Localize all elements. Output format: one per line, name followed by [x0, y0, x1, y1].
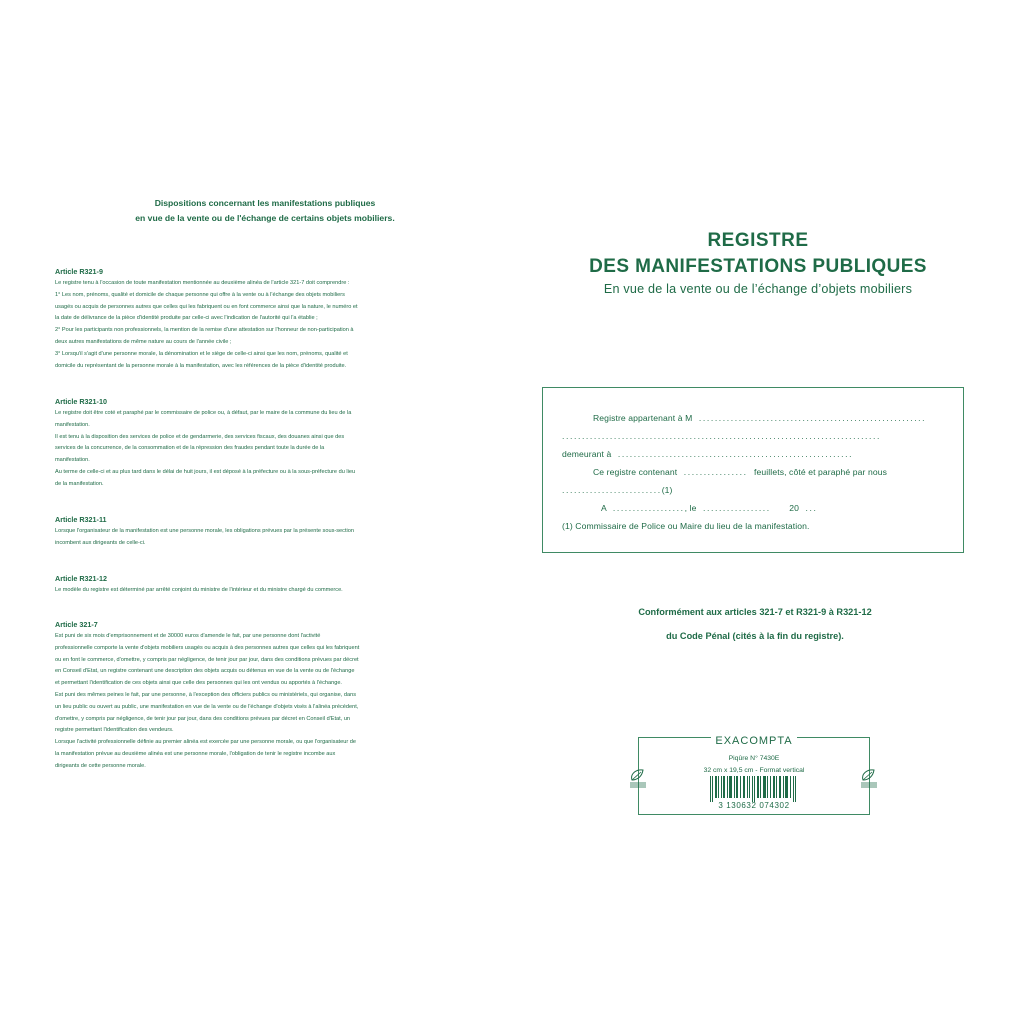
article-line: manifestation. — [55, 421, 90, 428]
article-line: la manifestation prévue au deuxième alinéa est une personne morale, l'obligation de tenir le registre incombe aux — [55, 750, 336, 757]
brand-name — [638, 731, 870, 749]
product-reference: Piqûre N° 7430E — [728, 755, 780, 762]
register-title-block — [548, 228, 968, 298]
article-321-7 — [55, 620, 455, 773]
footnote-line: (1) Commissaire de Police ou Maire du lieu de la manifestation. — [562, 521, 810, 531]
article-line: Est puni des mêmes peines le fait, par une personne, à l'exception des officiers publics ou ministériels, qui organise, dans — [55, 691, 357, 698]
owner-blank: ......................................................... — [694, 413, 927, 423]
article-r321-10 — [55, 397, 455, 491]
article-r321-11 — [55, 515, 455, 550]
article-line: d'omettre, y compris par négligence, de tenir jour par jour, dans des conditions prévues par décret en Conseil d'Etat, un — [55, 715, 351, 722]
article-r321-9 — [55, 267, 455, 372]
article-line: incombent aux dirigeants de celle-ci. — [55, 539, 146, 546]
conformity-line2: du Code Pénal (cités à la fin du registre). — [666, 631, 844, 641]
sheets-blank: ................ — [679, 467, 752, 477]
place-prefix: A — [601, 503, 607, 513]
article-line: ou en font le commerce, d'omettre, y compris par négligence, de tenir jour par jour, dans des conditions prévues par décret — [55, 656, 359, 663]
article-line: Le registre tenu à l'occasion de toute manifestation mentionnée au deuxième alinéa de l'article 321-7 doit comprendre : — [55, 280, 350, 286]
signatory-line — [562, 484, 673, 496]
conformity-notice — [590, 600, 920, 648]
date-blank: ................. — [699, 503, 787, 513]
article-line: de la manifestation. — [55, 480, 104, 487]
year-prefix: 20 — [789, 503, 799, 513]
leaf-logo-icon — [859, 766, 879, 788]
article-line: 2° Pour les participants non professionnels, la mention de la remise d'une attestation sur l'honneur de non-participation à — [55, 327, 354, 334]
article-line: professionnelle comporte la vente d'objets mobiliers usagés ou acquis à des personnes autres que celles qui les fabriquent — [55, 644, 360, 651]
article-line: registre permettant l'identification des vendeurs. — [55, 727, 174, 734]
signatory-blank: ......................... — [562, 485, 662, 495]
leaf-logo-icon — [628, 766, 648, 788]
address-line — [562, 448, 853, 460]
article-line: Au terme de celle-ci et au plus tard dans le délai de huit jours, il est déposé à la préfecture ou à la sous-préfecture du lieu — [55, 468, 356, 475]
article-line: et permettant l'identification de ces objets ainsi que celle des personnes qui les ont vendus ou apportés à l'échange. — [55, 680, 342, 687]
register-subtitle: En vue de la vente ou de l’échange d’objets mobiliers — [603, 282, 913, 296]
article-line: Il est tenu à la disposition des services de police et de gendarmerie, des services fiscaux, des douanes ainsi que des — [55, 433, 345, 440]
article-line: Est puni de six mois d'emprisonnement et de 30000 euros d'amende le fait, par une personne dont l'activité — [55, 633, 321, 639]
article-line: domicile du représentant de la personne morale à la manifestation, avec les références de la pièce d'identité produite. — [55, 362, 347, 369]
article-line: Lorsque l'organisateur de la manifestation est une personne morale, les obligations prévues par la présente sous-section — [55, 528, 354, 534]
dispositions-heading-line2: en vue de la vente ou de l'échange de certains objets mobiliers. — [135, 213, 395, 223]
place-date-line — [601, 502, 817, 514]
article-line: dirigeants de cette personne morale. — [55, 762, 146, 769]
barcode-number: 3 130632 074302 — [718, 801, 790, 810]
brand-text: EXACOMPTA — [711, 735, 796, 747]
year-blank: ... — [801, 503, 818, 513]
contains-suffix: feuillets, côté et paraphé par nous — [754, 467, 888, 477]
owner-label: Registre appartenant à M — [593, 413, 693, 423]
article-line: Le modèle du registre est déterminé par arrêté conjoint du ministre de l'intérieur et du ministre chargé du commerce. — [55, 587, 343, 593]
article-line: en Conseil d'Etat, un registre contenant une description des objets acquis ou détenus en vue de la vente ou de l'échange — [55, 668, 355, 675]
owner-line — [593, 412, 926, 424]
product-format: 32 cm x 19,5 cm - Format vertical — [703, 767, 805, 774]
barcode-icon — [708, 776, 800, 804]
owner-blank-continued: ................................................................................ — [562, 431, 882, 441]
contains-label: Ce registre contenant — [593, 467, 678, 477]
dispositions-heading — [110, 196, 420, 226]
register-title-line1: REGISTRE — [707, 230, 809, 251]
conformity-line1: Conformément aux articles 321-7 et R321-9 à R321-12 — [638, 607, 872, 617]
article-line: services de la concurrence, de la consommation et de la répression des fraudes pendant toute la durée de la — [55, 445, 325, 452]
article-r321-12 — [55, 574, 455, 597]
dispositions-heading-line1: Dispositions concernant les manifestations publiques — [154, 198, 376, 208]
article-line: un lieu public ou ouvert au public, une manifestation en vue de la vente ou de l'échange d'objets visés à l'alinéa précédent, — [55, 703, 359, 710]
article-line: 3° Lorsqu'il s'agit d'une personne morale, la dénomination et le siège de celle-ci ainsi que les nom, prénoms, qualité et — [55, 350, 348, 357]
article-line: usagés ou acquis de personnes autres que celles qui les fabriquent ou en font commerce ainsi que la nature, le numéro et — [55, 303, 358, 310]
article-title: Article R321-10 — [55, 397, 107, 406]
article-line: Lorsque l'activité professionnelle définie au premier alinéa est exercée par une personne morale, ou que l'organisateur de — [55, 739, 356, 746]
contains-line — [593, 466, 887, 478]
address-blank: ........................................................... — [613, 449, 854, 459]
article-line: deux autres manifestations de même nature au cours de l'année civile ; — [55, 338, 232, 345]
article-title: Article R321-12 — [55, 574, 107, 583]
article-title: Article R321-9 — [55, 267, 103, 276]
register-title-line2: DES MANIFESTATIONS PUBLIQUES — [589, 256, 927, 277]
article-line: 1° Les nom, prénoms, qualité et domicile de chaque personne qui offre à la vente ou à l'échange des objets mobiliers — [55, 291, 345, 298]
article-line: Le registre doit être coté et paraphé par le commissaire de police ou, à défaut, par le maire de la commune du lieu de la — [55, 410, 352, 416]
owner-continued-line — [562, 430, 881, 442]
date-label: , le — [684, 503, 697, 513]
footnote-ref: (1) — [661, 485, 673, 495]
article-title: Article 321-7 — [55, 620, 98, 629]
address-label: demeurant à — [562, 449, 612, 459]
article-line: manifestation. — [55, 457, 90, 464]
article-line: la date de délivrance de la pièce d'identité produite par celle-ci avec l'indication de l'autorité qui l'a établie ; — [55, 315, 318, 322]
article-title: Article R321-11 — [55, 515, 107, 524]
place-blank: .................. — [608, 503, 685, 513]
